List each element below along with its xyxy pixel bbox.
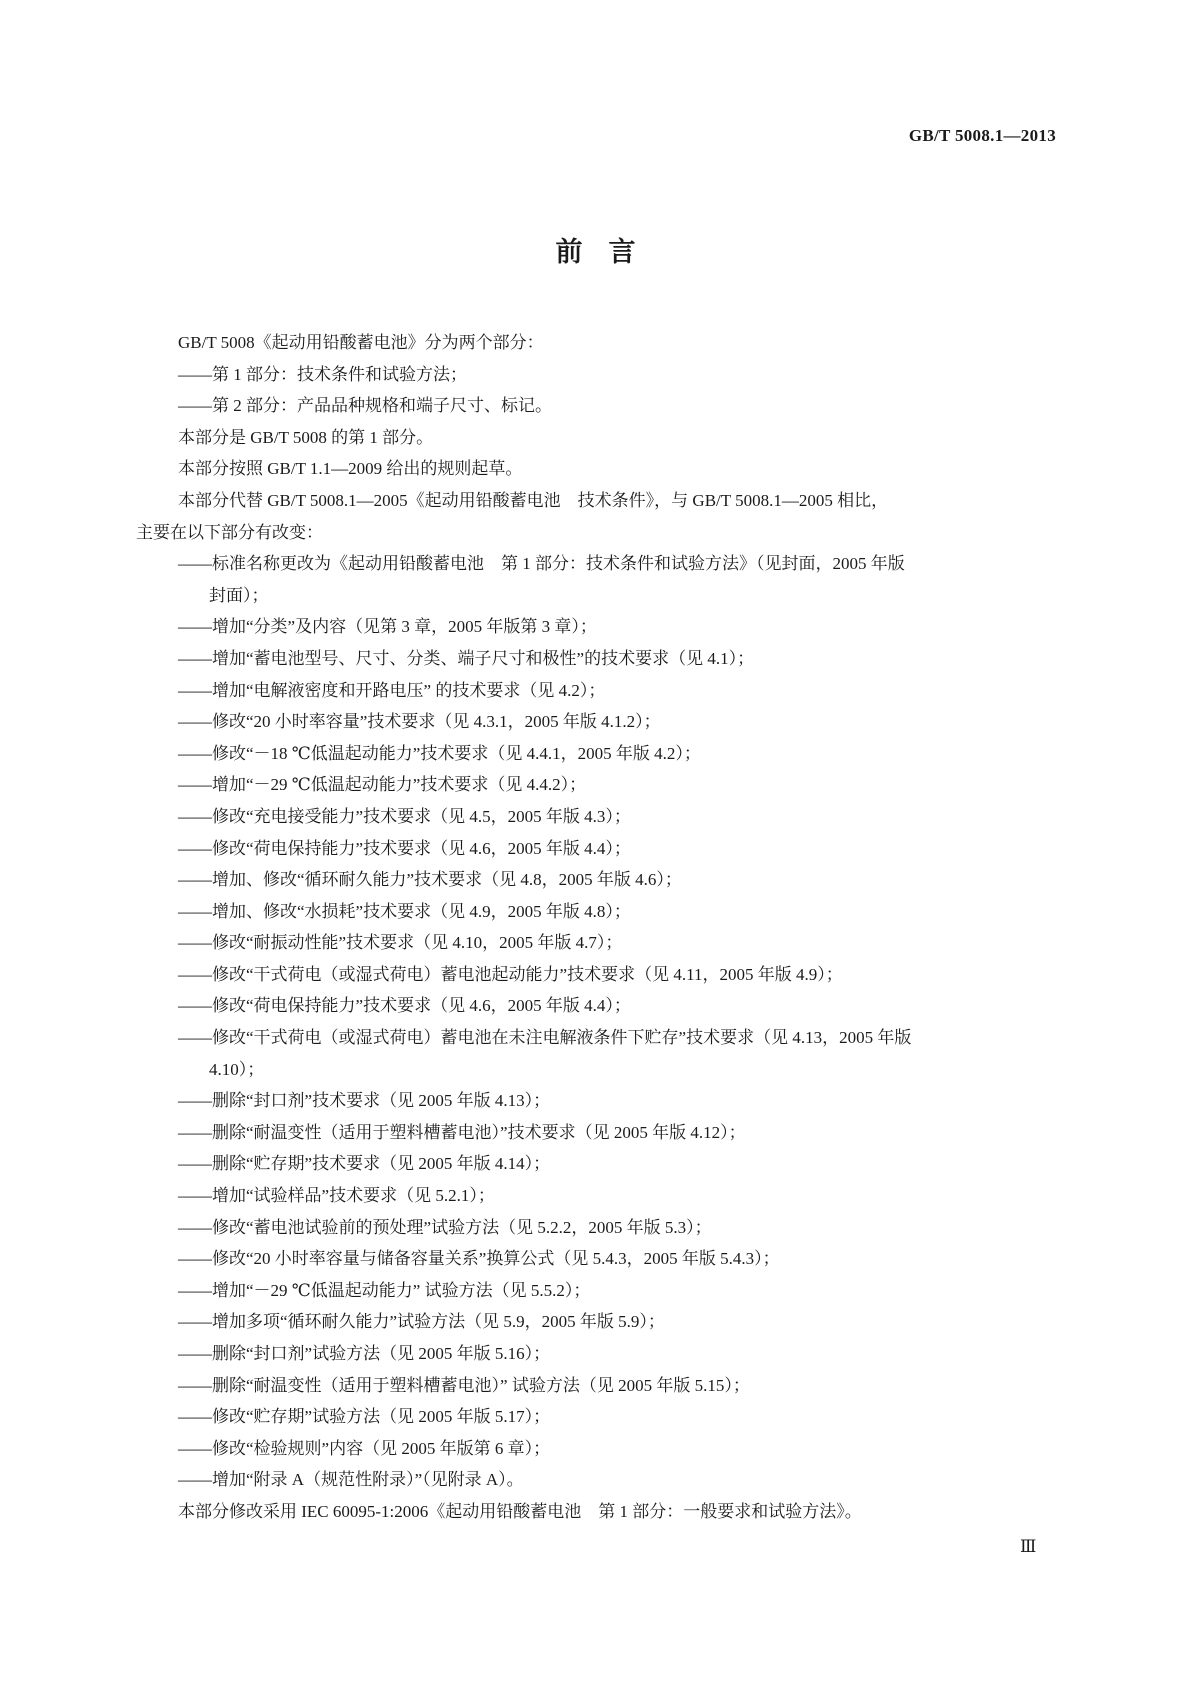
change-item: ——修改“荷电保持能力”技术要求（见 4.6，2005 年版 4.4）； (178, 996, 631, 1016)
paragraph-continuation: 主要在以下部分有改变： (136, 522, 323, 542)
change-item: ——标准名称更改为《起动用铅酸蓄电池 第 1 部分：技术条件和试验方法》（见封面，2005 年版 (178, 554, 905, 574)
change-item: ——修改“耐振动性能”技术要求（见 4.10，2005 年版 4.7）； (178, 933, 623, 953)
change-item: ——删除“贮存期”技术要求（见 2005 年版 4.14）； (178, 1154, 551, 1174)
changes-list (136, 548, 1061, 1496)
change-item-continuation: 封面）； (209, 585, 269, 605)
page-number: Ⅲ (1020, 1537, 1037, 1556)
change-item: ——增加“－29 ℃低温起动能力”技术要求（见 4.4.2）； (178, 775, 587, 795)
change-item: ——删除“封口剂”技术要求（见 2005 年版 4.13）； (178, 1091, 551, 1111)
change-item: ——修改“蓄电池试验前的预处理”试验方法（见 5.2.2，2005 年版 5.3）； (178, 1217, 712, 1237)
change-item: ——修改“干式荷电（或湿式荷电）蓄电池在未注电解液条件下贮存”技术要求（见 4.13，2005 年版 (178, 1028, 912, 1048)
page-title: 前言 (555, 237, 662, 267)
paragraph: GB/T 5008《起动用铅酸蓄电池》分为两个部分： (178, 333, 544, 352)
change-item: ——增加多项“循环耐久能力”试验方法（见 5.9，2005 年版 5.9）； (178, 1312, 665, 1332)
change-item: ——删除“封口剂”试验方法（见 2005 年版 5.16）； (178, 1344, 551, 1363)
change-item: ——修改“充电接受能力”技术要求（见 4.5，2005 年版 4.3）； (178, 806, 631, 826)
change-item: ——修改“贮存期”试验方法（见 2005 年版 5.17）； (178, 1407, 551, 1427)
paragraph: 本部分代替 GB/T 5008.1—2005《起动用铅酸蓄电池 技术条件》，与 GB/T 5008.1—2005 相比， (178, 490, 889, 510)
change-item: ——删除“耐温变性（适用于塑料槽蓄电池）”技术要求（见 2005 年版 4.12）； (178, 1122, 746, 1142)
change-item: ——增加“蓄电池型号、尺寸、分类、端子尺寸和极性”的技术要求（见 4.1）； (178, 648, 755, 668)
closing-paragraph: 本部分修改采用 IEC 60095-1:2006《起动用铅酸蓄电池 第 1 部分：一般要求和试验方法》。 (178, 1501, 862, 1521)
change-item: ——增加、修改“循环耐久能力”技术要求（见 4.8，2005 年版 4.6）； (178, 870, 682, 890)
change-item: ——增加“－29 ℃低温起动能力” 试验方法（见 5.5.2）； (178, 1280, 591, 1300)
standard-code-header: GB/T 5008.1—2013 (908, 126, 1056, 145)
change-item: ——修改“－18 ℃低温起动能力”技术要求（见 4.4.1，2005 年版 4.2）； (178, 743, 701, 763)
change-item: ——修改“检验规则”内容（见 2005 年版第 6 章）； (178, 1438, 551, 1458)
paragraph: 本部分按照 GB/T 1.1—2009 给出的规则起草。 (178, 459, 523, 479)
change-item: ——增加“分类”及内容（见第 3 章，2005 年版第 3 章）； (178, 617, 597, 637)
change-item: ——删除“耐温变性（适用于塑料槽蓄电池）” 试验方法（见 2005 年版 5.15）； (178, 1375, 750, 1395)
list-item: ——第 2 部分：产品品种规格和端子尺寸、标记。 (178, 396, 552, 416)
change-item: ——修改“干式荷电（或湿式荷电）蓄电池起动能力”技术要求（见 4.11，2005 年版 4.9）； (178, 964, 843, 984)
change-item-continuation: 4.10）； (209, 1059, 265, 1079)
foreword-body (136, 327, 1061, 1528)
change-item: ——增加“附录 A（规范性附录）”（见附录 A）。 (178, 1470, 524, 1490)
change-item: ——增加“电解液密度和开路电压” 的技术要求（见 4.2）； (178, 680, 606, 700)
list-item: ——第 1 部分：技术条件和试验方法； (178, 364, 467, 384)
paragraph: 本部分是 GB/T 5008 的第 1 部分。 (178, 427, 434, 447)
change-item: ——修改“20 小时率容量”技术要求（见 4.3.1，2005 年版 4.1.2）； (178, 712, 661, 732)
change-item: ——增加、修改“水损耗”技术要求（见 4.9，2005 年版 4.8）； (178, 901, 631, 921)
change-item: ——修改“荷电保持能力”技术要求（见 4.6，2005 年版 4.4）； (178, 838, 631, 858)
change-item: ——修改“20 小时率容量与储备容量关系”换算公式（见 5.4.3，2005 年版 5.4.3）； (178, 1249, 780, 1269)
change-item: ——增加“试验样品”技术要求（见 5.2.1）； (178, 1186, 495, 1206)
